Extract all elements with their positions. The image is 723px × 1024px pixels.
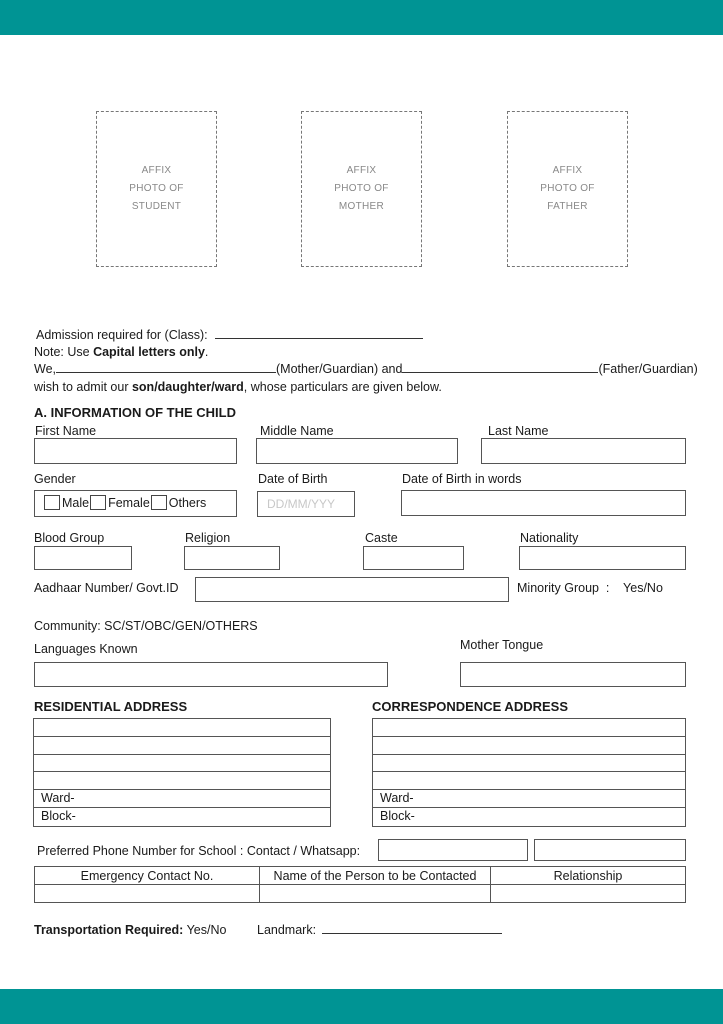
emergency-contact-table	[34, 866, 686, 903]
mother-guardian-line[interactable]	[56, 372, 276, 373]
correspondence-address-line-2[interactable]	[373, 737, 685, 755]
bottom-color-band	[0, 989, 723, 1024]
gender-label: Gender	[34, 472, 76, 486]
dob-field[interactable]: DD/MM/YYY	[257, 491, 355, 517]
contact-person-cell[interactable]	[260, 885, 491, 903]
emergency-contact-cell[interactable]	[35, 885, 260, 903]
gender-male-checkbox[interactable]	[44, 495, 60, 510]
relationship-header: Relationship	[491, 867, 686, 885]
relationship-cell[interactable]	[491, 885, 686, 903]
photo-box-father[interactable]	[507, 111, 628, 267]
photo-box-mother[interactable]	[301, 111, 422, 267]
transportation-label: Transportation Required:	[34, 923, 184, 937]
residential-address-title: RESIDENTIAL ADDRESS	[34, 699, 188, 714]
transportation-row	[34, 923, 226, 937]
photo-caption-father: AFFIX PHOTO OF FATHER	[540, 165, 595, 212]
contact-person-header: Name of the Person to be Contacted	[260, 867, 491, 885]
aadhaar-field[interactable]	[195, 577, 509, 602]
preferred-whatsapp-field[interactable]	[534, 839, 686, 861]
dob-words-label: Date of Birth in words	[402, 472, 522, 486]
correspondence-block-field[interactable]: Block-	[380, 808, 415, 823]
correspondence-address-line-1[interactable]	[373, 719, 685, 737]
preferred-contact-field[interactable]	[378, 839, 528, 861]
section-a-title: A. INFORMATION OF THE CHILD	[34, 405, 236, 420]
correspondence-ward-field[interactable]: Ward-	[373, 790, 685, 808]
residential-address-line-3[interactable]	[34, 755, 330, 773]
gender-female-label: Female	[108, 496, 150, 510]
blood-group-label: Blood Group	[34, 531, 105, 545]
dob-words-field[interactable]	[401, 490, 686, 516]
mother-tongue-label: Mother Tongue	[460, 638, 544, 652]
correspondence-address-line-4[interactable]	[373, 772, 685, 790]
dob-label: Date of Birth	[258, 472, 328, 486]
transportation-options: Yes/No	[183, 923, 227, 937]
nationality-field[interactable]	[519, 546, 686, 570]
last-name-label: Last Name	[488, 424, 549, 438]
correspondence-address-line-3[interactable]	[373, 755, 685, 773]
photo-caption-student: AFFIX PHOTO OF STUDENT	[129, 165, 184, 212]
residential-address-line-1[interactable]	[34, 719, 330, 737]
residential-address-line-2[interactable]	[34, 737, 330, 755]
correspondence-address-title: CORRESPONDENCE ADDRESS	[372, 699, 568, 714]
first-name-label: First Name	[35, 424, 97, 438]
religion-field[interactable]	[184, 546, 280, 570]
gender-others-label: Others	[168, 496, 207, 510]
admission-class-label: Admission required for (Class):	[36, 328, 208, 342]
preferred-phone-label: Preferred Phone Number for School : Contact / Whatsapp:	[37, 844, 361, 858]
landmark-line[interactable]	[322, 933, 502, 934]
photo-box-student[interactable]	[96, 111, 217, 267]
gender-male-label: Male	[62, 496, 90, 510]
gender-female-checkbox[interactable]	[90, 495, 106, 510]
caste-field[interactable]	[363, 546, 464, 570]
middle-name-field[interactable]	[256, 438, 458, 464]
father-guardian-line[interactable]	[402, 372, 598, 373]
capital-letters-note: Note: Use Capital letters only.	[34, 345, 209, 359]
mother-tongue-field[interactable]	[460, 662, 686, 687]
admission-class-line[interactable]	[215, 338, 423, 339]
blood-group-field[interactable]	[34, 546, 132, 570]
minority-group-label: Minority Group : Yes/No	[517, 581, 663, 595]
caste-label: Caste	[365, 531, 398, 545]
middle-name-label: Middle Name	[260, 424, 334, 438]
aadhaar-label: Aadhaar Number/ Govt.ID	[34, 581, 179, 595]
last-name-field[interactable]	[481, 438, 686, 464]
emergency-contact-header: Emergency Contact No.	[35, 867, 260, 885]
admit-statement: wish to admit our son/daughter/ward, whose particulars are given below.	[34, 380, 442, 394]
residential-block-field[interactable]: Block-	[41, 808, 76, 823]
landmark-label: Landmark:	[257, 923, 317, 937]
gender-others-checkbox[interactable]	[151, 495, 167, 510]
father-guardian-label: (Father/Guardian)	[598, 362, 698, 376]
admission-class-row	[36, 328, 423, 342]
religion-label: Religion	[185, 531, 231, 545]
photo-caption-mother: AFFIX PHOTO OF MOTHER	[334, 165, 389, 212]
residential-address-box	[33, 718, 331, 827]
mother-guardian-label: (Mother/Guardian) and	[276, 362, 403, 376]
top-color-band	[0, 0, 723, 35]
languages-known-field[interactable]	[34, 662, 388, 687]
community-label: Community: SC/ST/OBC/GEN/OTHERS	[34, 619, 258, 633]
first-name-field[interactable]	[34, 438, 237, 464]
landmark-row	[257, 923, 502, 937]
residential-address-line-4[interactable]	[34, 772, 330, 790]
correspondence-address-box	[372, 718, 686, 827]
gender-options	[34, 490, 237, 517]
residential-ward-field[interactable]: Ward-	[34, 790, 330, 808]
we-label: We,	[34, 362, 56, 376]
nationality-label: Nationality	[520, 531, 579, 545]
guardians-row	[34, 362, 698, 376]
languages-known-label: Languages Known	[34, 642, 138, 656]
